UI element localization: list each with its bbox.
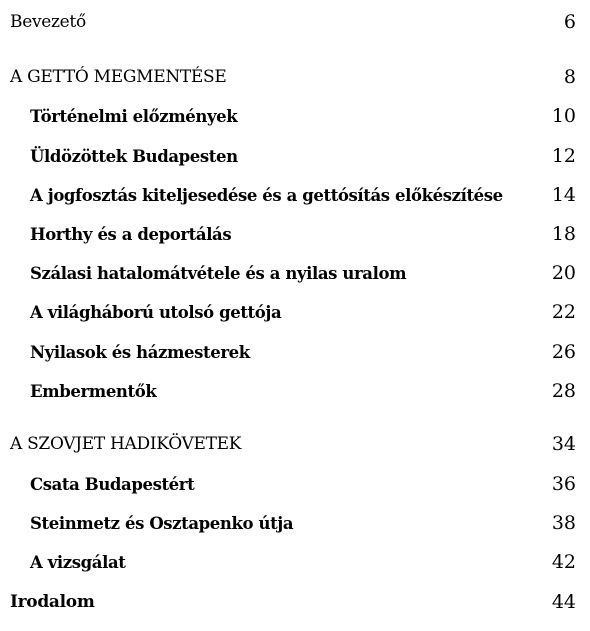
toc-entry-title: Embermentők — [30, 381, 157, 401]
toc-entry-title: Csata Budapestért — [30, 474, 195, 494]
toc-entry-vilaghaboru[interactable] — [0, 298, 590, 326]
toc-section-getto[interactable] — [0, 63, 590, 91]
toc-entry-nyilasok[interactable] — [0, 338, 590, 366]
toc-entry-title: Bevezető — [10, 12, 86, 32]
toc-entry-page: 38 — [551, 512, 576, 534]
toc-entry-title: A világháború utolsó gettója — [30, 302, 282, 322]
toc-entry-tortenelmi[interactable] — [0, 102, 590, 130]
toc-entry-csata[interactable] — [0, 470, 590, 498]
toc-entry-page: 6 — [563, 11, 576, 33]
toc-section-page: 8 — [563, 66, 576, 88]
toc-entry-page: 10 — [551, 105, 576, 127]
toc-entry-page: 12 — [551, 145, 576, 167]
toc-entry-title: Történelmi előzmények — [30, 106, 238, 126]
toc-entry-embermentok[interactable] — [0, 377, 590, 405]
toc-entry-title: Nyilasok és házmesterek — [30, 342, 250, 362]
toc-entry-steinmetz[interactable] — [0, 509, 590, 537]
toc-entry-page: 28 — [551, 380, 576, 402]
toc-entry-uldozottek[interactable] — [0, 142, 590, 170]
toc-entry-horthy[interactable] — [0, 220, 590, 248]
toc-entry-title: Üldözöttek Budapesten — [30, 146, 238, 166]
toc-entry-page: 14 — [551, 184, 576, 206]
toc-entry-title: Irodalom — [10, 592, 95, 612]
toc-section-title: A SZOVJET HADIKÖVETEK — [10, 434, 242, 454]
toc-entry-page: 20 — [551, 262, 576, 284]
toc-entry-bevezeto[interactable] — [0, 8, 590, 36]
toc-entry-vizsgalat[interactable] — [0, 548, 590, 576]
toc-entry-page: 36 — [551, 473, 576, 495]
toc-entry-title: Steinmetz és Osztapenko útja — [30, 513, 294, 533]
toc-entry-title: A vizsgálat — [30, 552, 126, 572]
toc-entry-page: 22 — [551, 301, 576, 323]
toc-entry-page: 18 — [551, 223, 576, 245]
toc-entry-jogfosztas[interactable] — [0, 181, 590, 209]
toc-entry-title: Szálasi hatalomátvétele és a nyilas uralom — [30, 263, 407, 283]
toc-section-page: 34 — [551, 433, 576, 455]
toc-entry-title: Horthy és a deportálás — [30, 224, 232, 244]
toc-entry-title: A jogfosztás kiteljesedése és a gettósítás előkészítése — [30, 185, 503, 205]
toc-section-szovjet[interactable] — [0, 430, 590, 458]
toc-section-title: A GETTÓ MEGMENTÉSE — [10, 67, 227, 87]
toc-entry-page: 26 — [551, 341, 576, 363]
toc-entry-page: 42 — [551, 551, 576, 573]
toc-entry-irodalom[interactable] — [0, 588, 590, 616]
toc-entry-page: 44 — [551, 591, 576, 613]
toc-entry-szalasi[interactable] — [0, 259, 590, 287]
